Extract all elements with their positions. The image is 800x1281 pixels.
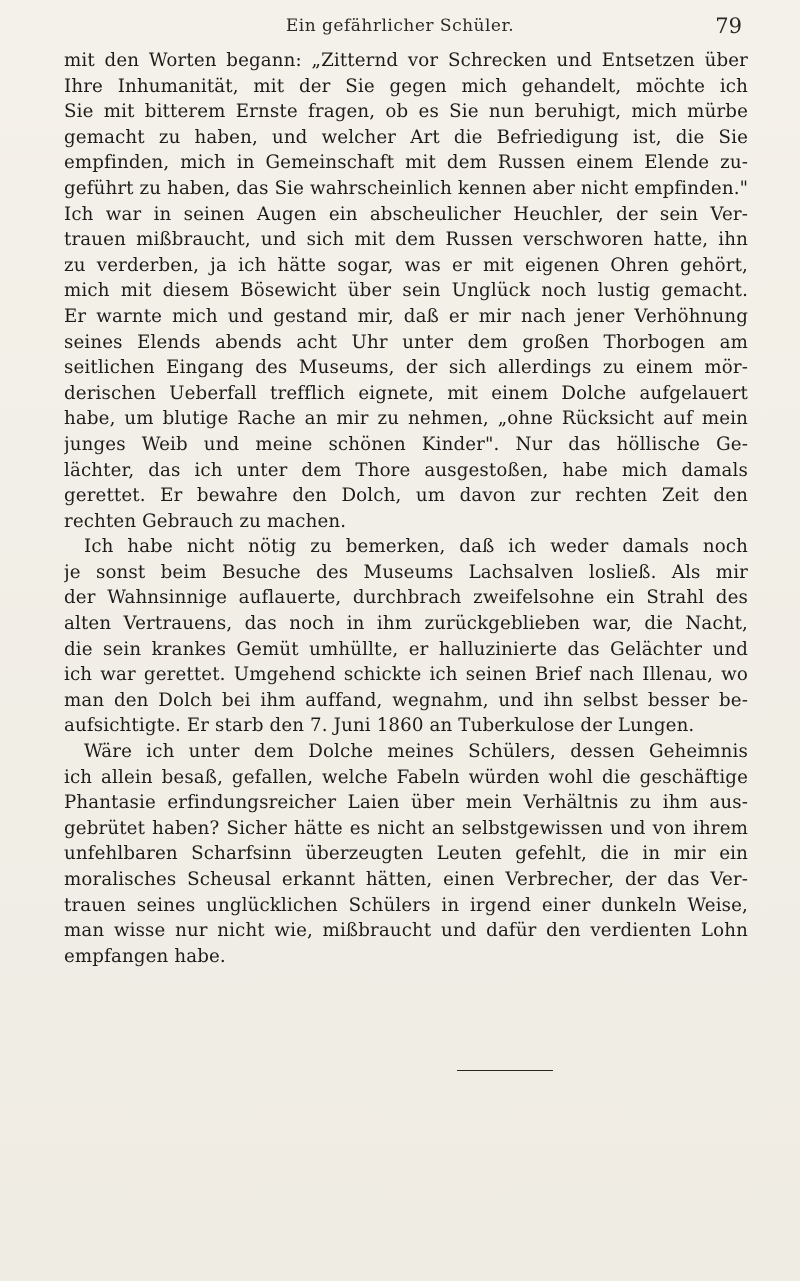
text-line: mit den Worten begann: „Zitternd vor Schrecken und Entsetzen über [64, 50, 748, 71]
text-line: seines Elends abends acht Uhr unter dem großen Thorbogen am [64, 331, 748, 353]
text-line: die sein krankes Gemüt umhüllte, er halluzinierte das Gelächter und [64, 638, 748, 660]
text-line: rechten Gebrauch zu machen. [64, 510, 347, 532]
end-rule [457, 1070, 553, 1071]
text-line: Phantasie erfindungsreicher Laien über mein Verhältnis zu ihm aus- [64, 792, 748, 814]
text-line: je sonst beim Besuche des Museums Lachsalven losließ. Als mir [64, 561, 748, 583]
text-line: unfehlbaren Scharfsinn überzeugten Leuten gefehlt, die in mir ein [64, 843, 748, 865]
text-line: gebrütet haben? Sicher hätte es nicht an selbstgewissen und von ihrem [64, 817, 748, 839]
text-line: trauen mißbraucht, und sich mit dem Russen verschworen hatte, ihn [64, 229, 748, 251]
text-line: empfangen habe. [64, 945, 226, 967]
page-number: 79 [715, 14, 742, 38]
text-line: gemacht zu haben, und welcher Art die Befriedigung ist, die Sie [64, 126, 748, 148]
text-line: ich allein besaß, gefallen, welche Fabeln würden wohl die geschäftige [64, 766, 748, 788]
text-line: zu verderben, ja ich hätte sogar, was er mit eigenen Ohren gehört, [64, 254, 748, 276]
text-line: trauen seines unglücklichen Schülers in irgend einer dunkeln Weise, [64, 894, 748, 916]
text-line: ich war gerettet. Umgehend schickte ich seinen Brief nach Illenau, wo [64, 664, 748, 686]
body-text [64, 48, 748, 969]
text-line: aufsichtigte. Er starb den 7. Juni 1860 an Tuberkulose der Lungen. [64, 715, 695, 737]
text-line: geführt zu haben, das Sie wahrscheinlich kennen aber nicht empfinden." [64, 177, 748, 199]
text-line: alten Vertrauens, das noch in ihm zurückgeblieben war, die Nacht, [64, 613, 748, 635]
text-line: lächter, das ich unter dem Thore ausgestoßen, habe mich damals [64, 459, 748, 481]
text-line: Er warnte mich und gestand mir, daß er mir nach jener Verhöhnung [64, 305, 748, 327]
text-line: seitlichen Eingang des Museums, der sich allerdings zu einem mör- [64, 357, 748, 379]
text-line: Ihre Inhumanität, mit der Sie gegen mich gehandelt, möchte ich [64, 75, 748, 97]
text-line: der Wahnsinnige auflauerte, durchbrach zweifelsohne ein Strahl des [64, 587, 748, 609]
text-line: habe, um blutige Rache an mir zu nehmen, „ohne Rücksicht auf mein [64, 408, 748, 430]
text-line: empfinden, mich in Gemeinschaft mit dem Russen einem Elende zu- [64, 152, 748, 174]
text-line: Ich war in seinen Augen ein abscheulicher Heuchler, der sein Ver- [64, 203, 748, 225]
text-line: man den Dolch bei ihm auffand, wegnahm, und ihn selbst besser be- [64, 689, 748, 711]
running-head [0, 8, 800, 42]
running-title: Ein gefährlicher Schüler. [285, 16, 515, 36]
text-line: gerettet. Er bewahre den Dolch, um davon zur rechten Zeit den [64, 485, 748, 507]
text-line: derischen Ueberfall trefflich eignete, mit einem Dolche aufgelauert [64, 382, 748, 404]
text-line: moralisches Scheusal erkannt hätten, einen Verbrecher, der das Ver- [64, 869, 748, 890]
text-line: man wisse nur nicht wie, mißbraucht und dafür den verdienten Lohn [64, 920, 748, 942]
text-line: junges Weib und meine schönen Kinder". Nur das höllische Ge- [64, 433, 748, 455]
text-line: Ich habe nicht nötig zu bemerken, daß ich weder damals noch [84, 536, 748, 558]
text-line: mich mit diesem Bösewicht über sein Unglück noch lustig gemacht. [64, 280, 748, 302]
text-line: Wäre ich unter dem Dolche meines Schülers, dessen Geheimnis [84, 741, 748, 763]
text-line: Sie mit bitterem Ernste fragen, ob es Sie nun beruhigt, mich mürbe [64, 101, 748, 123]
